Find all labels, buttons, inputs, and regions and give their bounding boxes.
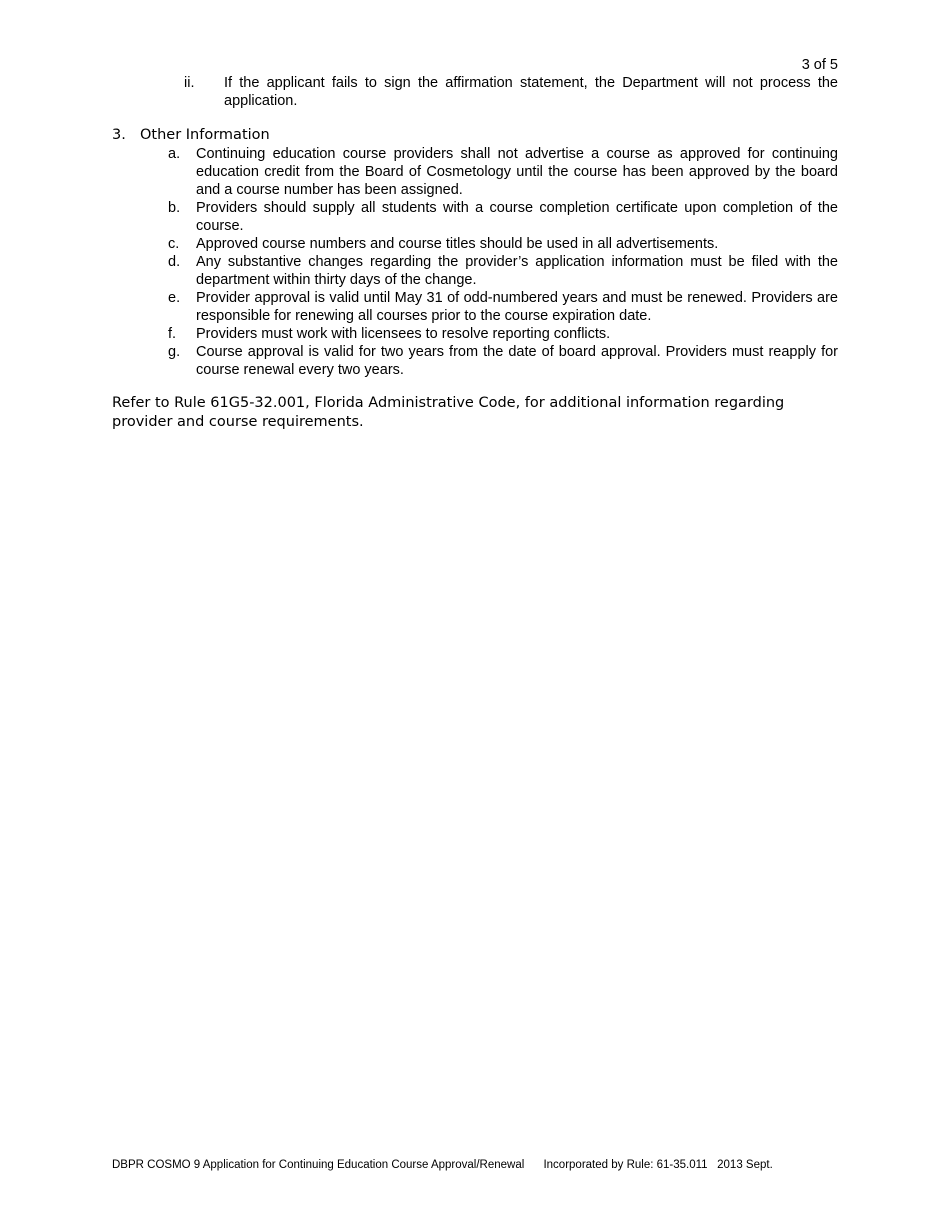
list-item-marker: d. [168,254,181,270]
list-item-e [168,289,838,325]
document-footer: DBPR COSMO 9 Application for Continuing Education Course Approval/Renewal Incorporated by Rule: 61-35.011 2013 Sept. [112,1159,773,1171]
list-item-g [168,343,838,379]
section-number: 3. [112,127,126,143]
section-title: Other Information [140,127,270,143]
sub-item-marker: ii. [184,75,195,91]
sub-item-ii [184,74,838,110]
rule-reference-note: Refer to Rule 61G5-32.001, Florida Administrative Code, for additional information regarding provider and course requirements. [112,395,785,430]
list-item-marker: f. [168,326,177,342]
list-item-marker: b. [168,200,181,216]
list-item-marker: e. [168,290,181,306]
list-item-d [168,253,838,289]
list-item-text: Course approval is valid for two years from the date of board approval. Providers must reapply for course renewal every two years. [196,344,838,378]
sub-item-text: If the applicant fails to sign the affirmation statement, the Department will not process the application. [224,75,838,109]
list-item-b [168,199,838,235]
section-heading-other-information [112,126,512,144]
list-item-text: Any substantive changes regarding the provider’s application information must be filed with the department within thirty days of the change. [196,254,838,288]
list-item-marker: a. [168,146,181,162]
list-item-text: Approved course numbers and course titles should be used in all advertisements. [196,236,719,252]
list-item-text: Continuing education course providers shall not advertise a course as approved for continuing education credit from the Board of Cosmetology until the course has been approved by the board and a course number has been assigned. [196,146,838,198]
list-item-text: Providers should supply all students with a course completion certificate upon completion of the course. [196,200,838,234]
list-item-text: Providers must work with licensees to resolve reporting conflicts. [196,326,611,342]
list-item-marker: c. [168,236,180,252]
list-item-f [168,325,838,343]
list-item-text: Provider approval is valid until May 31 of odd-numbered years and must be renewed. Providers are responsible for renewing all courses prior to the course expiration date. [196,290,838,324]
list-item-a [168,145,838,199]
page-number: 3 of 5 [801,57,838,73]
other-information-list [168,145,838,379]
list-item-c [168,235,838,253]
list-item-marker: g. [168,344,181,360]
